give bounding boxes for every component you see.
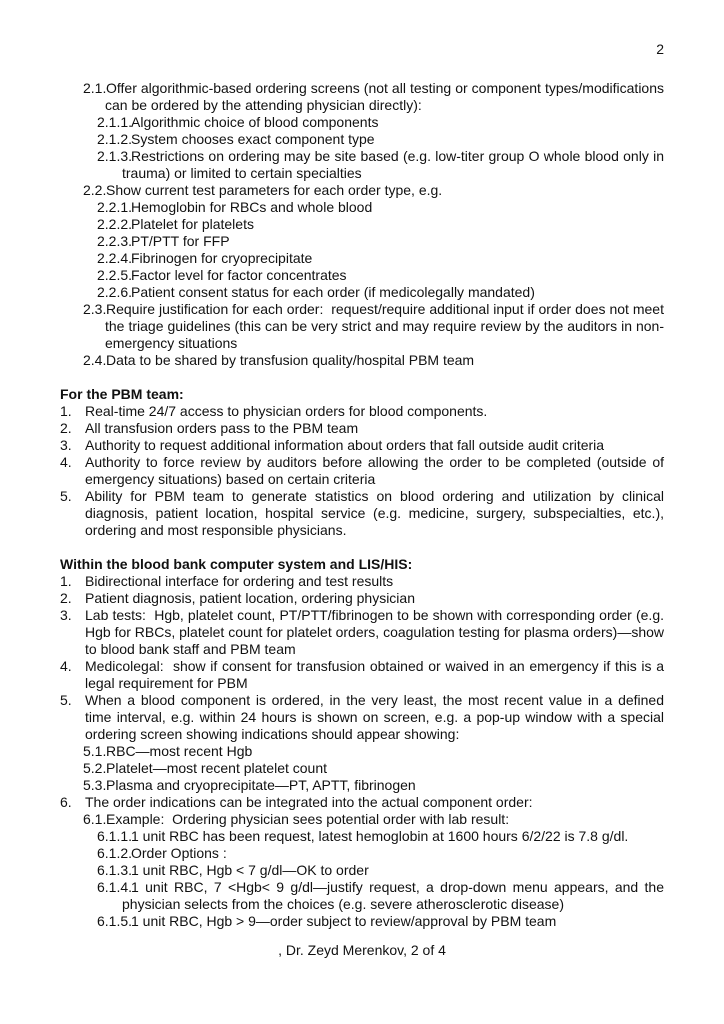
list-number: 2.2. (83, 182, 107, 198)
list-item-5-2 (83, 760, 664, 777)
list-number: 6.1.3. (97, 862, 133, 878)
list-number: 2.2.2. (97, 216, 133, 232)
section-heading: For the PBM team: (60, 386, 184, 402)
list-text: Patient consent status for each order (if medicolegally mandated) (131, 284, 535, 300)
list-text: RBC—most recent Hgb (106, 743, 253, 759)
list-text: Show current test parameters for each order type, e.g. (106, 182, 443, 198)
list-text: Example: Ordering physician sees potential order with lab result: (106, 811, 510, 827)
list-item-6 (60, 794, 664, 811)
list-text: Lab tests: Hgb, platelet count, PT/PTT/fibrinogen to be shown with corresponding order (e.g. Hgb for RBCs, platelet count for platelet orders, coagulation testing for plasma orders)—show to blood bank staff and PBM team (85, 607, 664, 657)
list-number: 2.2.6. (97, 284, 133, 300)
page-number: 2 (656, 41, 664, 57)
list-number: 6.1.4. (97, 879, 133, 895)
list-item-1 (60, 573, 664, 590)
list-number: 2.2.4. (97, 250, 133, 266)
list-item-2 (60, 590, 664, 607)
list-text: Order Options : (131, 845, 227, 861)
list-number: 2.4. (83, 352, 107, 368)
list-item-6-1-4 (97, 879, 664, 913)
list-number: 6.1.2. (97, 845, 133, 861)
list-number: 1. (60, 403, 72, 419)
document-body (60, 80, 664, 930)
list-item-3 (60, 437, 664, 454)
list-number: 2.1. (83, 80, 107, 96)
list-text: Platelet—most recent platelet count (106, 760, 328, 776)
list-text: Authority to request additional information about orders that fall outside audit criteria (85, 437, 605, 453)
list-item-6-1-2 (97, 845, 664, 862)
list-item-4 (60, 454, 664, 488)
list-item-6-1-3 (97, 862, 664, 879)
list-item-2-1-2 (97, 131, 664, 148)
list-text: Restrictions on ordering may be site based (e.g. low-titer group O whole blood only in trauma) or limited to certain specialties (122, 148, 664, 181)
list-text: PT/PTT for FFP (131, 233, 230, 249)
list-item-2-4 (83, 352, 664, 369)
list-text: Factor level for factor concentrates (131, 267, 347, 283)
list-item-2-2-2 (97, 216, 664, 233)
list-text: 1 unit RBC has been request, latest hemoglobin at 1600 hours 6/2/22 is 7.8 g/dl. (131, 828, 629, 844)
list-item-4 (60, 658, 664, 692)
list-item-2-3 (83, 301, 664, 352)
blank-line (60, 539, 664, 556)
section-heading: Within the blood bank computer system and LIS/HIS: (60, 556, 413, 572)
blank-line (60, 369, 664, 386)
list-number: 3. (60, 437, 72, 453)
list-number: 5.1. (83, 743, 107, 759)
list-number: 5.3. (83, 777, 107, 793)
list-item-2-2-4 (97, 250, 664, 267)
list-number: 5. (60, 692, 72, 708)
list-text: Data to be shared by transfusion quality/hospital PBM team (106, 352, 475, 368)
list-number: 2.1.2. (97, 131, 133, 147)
list-text: All transfusion orders pass to the PBM team (85, 420, 359, 436)
list-item-2-2-3 (97, 233, 664, 250)
list-text: 1 unit RBC, Hgb < 7 g/dl—OK to order (131, 862, 369, 878)
list-number: 6.1.1. (97, 828, 133, 844)
list-item-2-2 (83, 182, 664, 199)
list-item-2-2-6 (97, 284, 664, 301)
list-text: Algorithmic choice of blood components (131, 114, 379, 130)
list-text: Medicolegal: show if consent for transfusion obtained or waived in an emergency if this is a legal requirement for PBM (85, 658, 664, 691)
list-item-2-1-1 (97, 114, 664, 131)
list-item-5 (60, 488, 664, 539)
list-number: 4. (60, 658, 72, 674)
list-item-6-1-5 (97, 913, 664, 930)
list-number: 6. (60, 794, 72, 810)
list-number: 6.1.5. (97, 913, 133, 929)
list-item-6-1 (83, 811, 664, 828)
list-text: Offer algorithmic-based ordering screens (not all testing or component types/modifications can be ordered by the attending physician directly): (105, 80, 664, 113)
list-item-2-1 (83, 80, 664, 114)
list-text: 1 unit RBC, 7 <Hgb< 9 g/dl—justify request, a drop-down menu appears, and the physician selects from the choices (e.g. severe atherosclerotic disease) (122, 879, 664, 912)
list-item-6-1-1 (97, 828, 664, 845)
list-text: System chooses exact component type (131, 131, 375, 147)
list-item-5-3 (83, 777, 664, 794)
list-number: 2.1.3. (97, 148, 133, 164)
list-item-2 (60, 420, 664, 437)
list-item-5-1 (83, 743, 664, 760)
list-text: Patient diagnosis, patient location, ordering physician (85, 590, 415, 606)
list-number: 5. (60, 488, 72, 504)
list-text: Platelet for platelets (131, 216, 254, 232)
list-number: 6.1. (83, 811, 107, 827)
list-text: When a blood component is ordered, in the very least, the most recent value in a defined time interval, e.g. within 24 hours is shown on screen, e.g. a pop-up window with a special ordering screen showing indications should appear showing: (85, 692, 664, 742)
list-text: Plasma and cryoprecipitate—PT, APTT, fibrinogen (106, 777, 416, 793)
list-number: 2.2.1. (97, 199, 133, 215)
list-number: 2.2.5. (97, 267, 133, 283)
list-text: The order indications can be integrated into the actual component order: (85, 794, 533, 810)
list-text: 1 unit RBC, Hgb > 9—order subject to review/approval by PBM team (131, 913, 557, 929)
list-item-5 (60, 692, 664, 743)
list-text: Ability for PBM team to generate statistics on blood ordering and utilization by clinical diagnosis, patient location, hospital service (e.g. medicine, surgery, subspecialties, etc.), ordering and most responsible physicians. (85, 488, 664, 538)
list-item-3 (60, 607, 664, 658)
list-item-2-2-1 (97, 199, 664, 216)
list-item-2-1-3 (97, 148, 664, 182)
list-text: Real-time 24/7 access to physician orders for blood components. (85, 403, 488, 419)
list-text: Fibrinogen for cryoprecipitate (131, 250, 313, 266)
list-number: 2.3. (83, 301, 107, 317)
list-text: Authority to force review by auditors before allowing the order to be completed (outside of emergency situations) based on certain criteria (85, 454, 664, 487)
list-number: 2.1.1. (97, 114, 133, 130)
list-number: 1. (60, 573, 72, 589)
list-number: 2.2.3. (97, 233, 133, 249)
list-text: Hemoglobin for RBCs and whole blood (131, 199, 373, 215)
page-footer: , Dr. Zeyd Merenkov, 2 of 4 (278, 942, 446, 958)
list-item-1 (60, 403, 664, 420)
list-text: Require justification for each order: request/require additional input if order does not meet the triage guidelines (this can be very strict and may require review by the auditors in non-emergency situations (105, 301, 664, 351)
list-text: Bidirectional interface for ordering and test results (85, 573, 394, 589)
list-number: 2. (60, 420, 72, 436)
list-number: 4. (60, 454, 72, 470)
list-number: 5.2. (83, 760, 107, 776)
list-number: 2. (60, 590, 72, 606)
list-number: 3. (60, 607, 72, 623)
list-item-2-2-5 (97, 267, 664, 284)
